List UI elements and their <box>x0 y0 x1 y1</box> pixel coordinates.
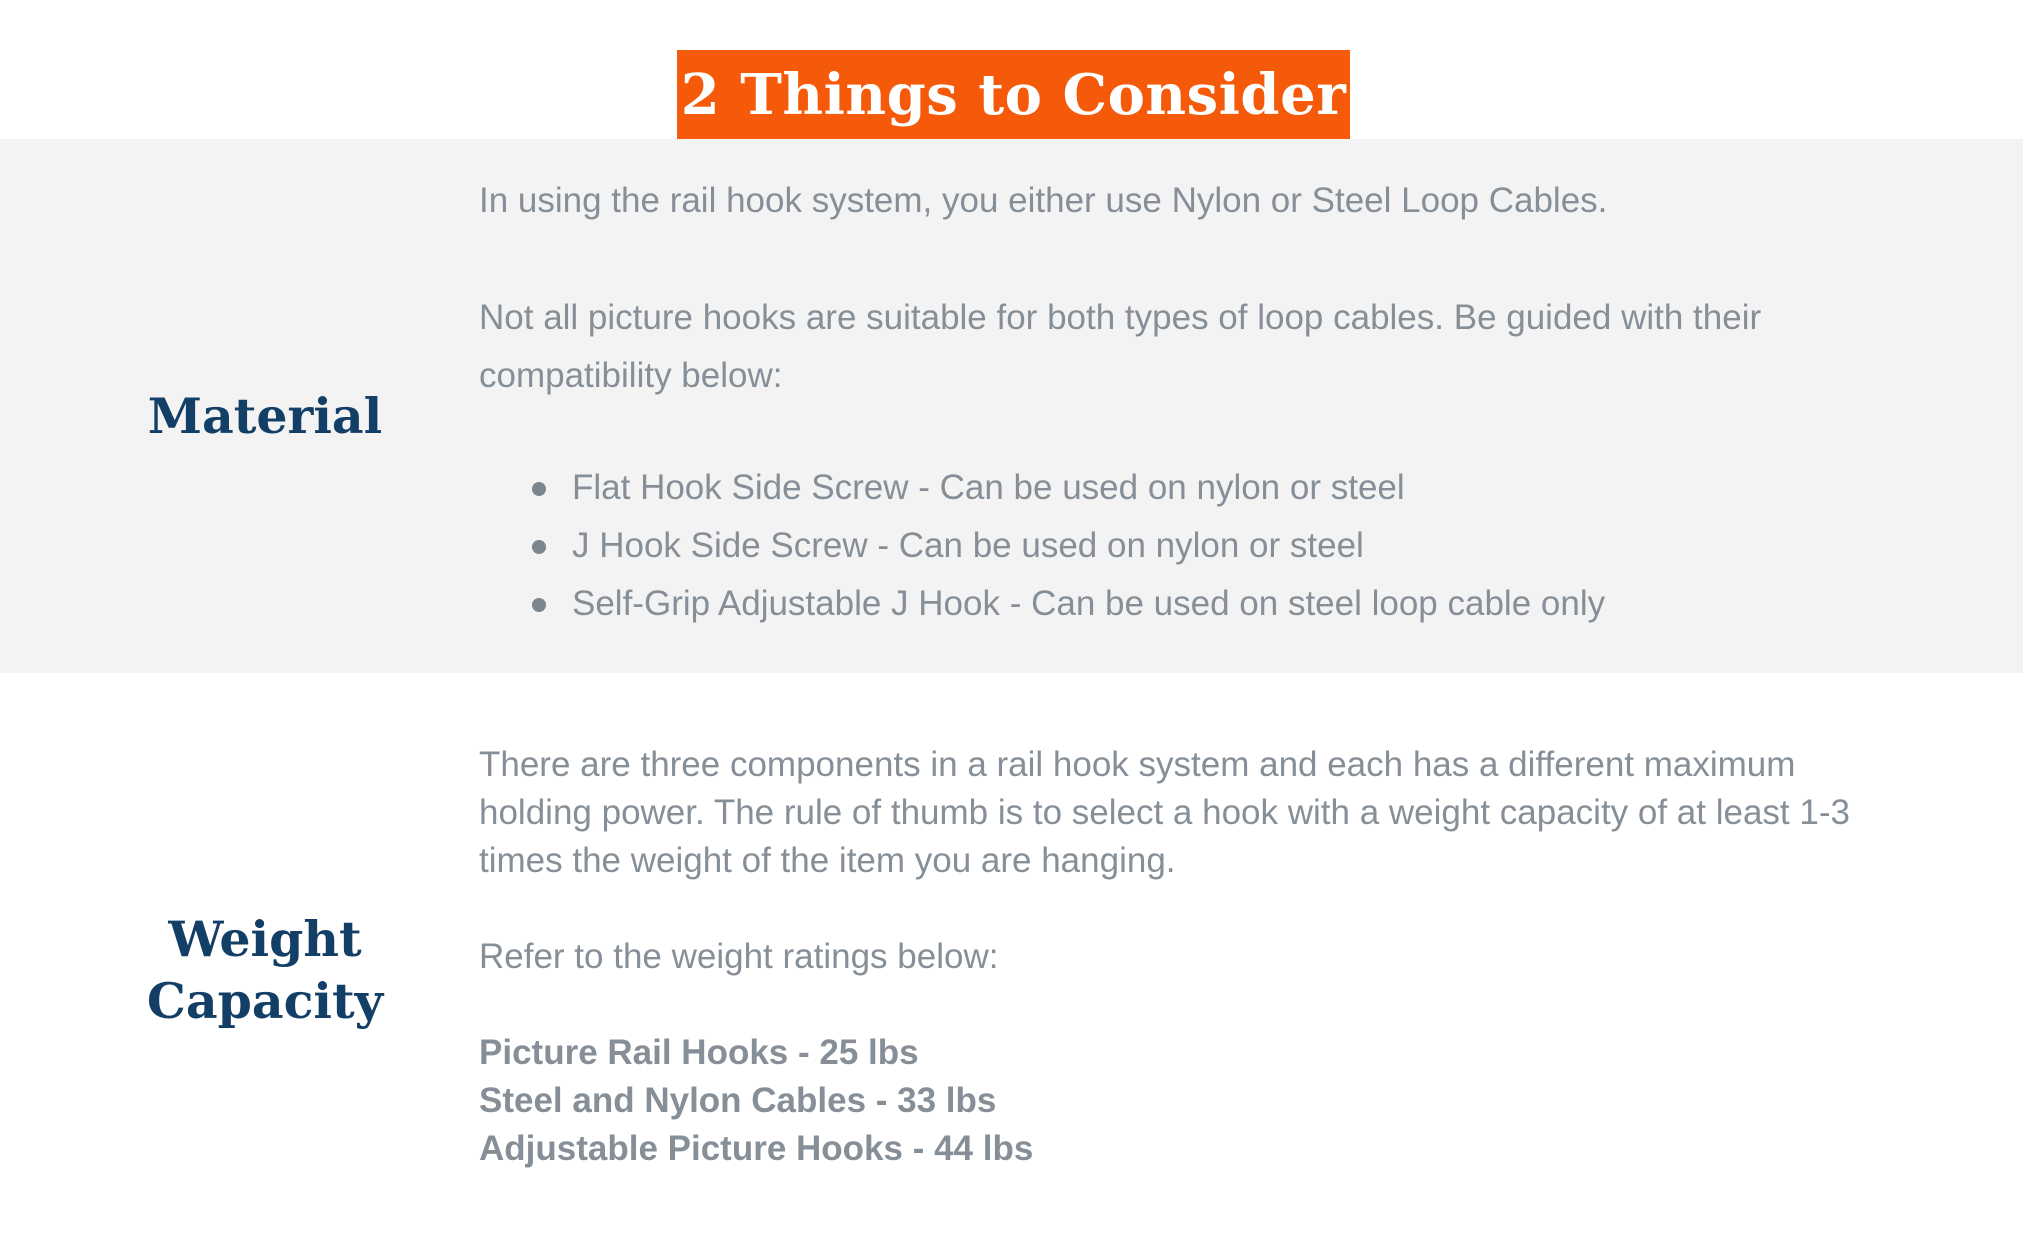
weight-heading-line2: Capacity <box>146 972 384 1030</box>
title-banner <box>677 50 1350 139</box>
weight-intro-text: There are three components in a rail hook system and each has a different maximum holding power. The rule of thumb is to select a hook with a weight capacity of at least 1-3 times the weight of the item you are hanging. <box>479 745 1850 880</box>
bullet-icon <box>532 598 546 612</box>
bullet-icon <box>532 540 546 554</box>
material-intro-text: In using the rail hook system, you either use Nylon or Steel Loop Cables. <box>479 181 1608 220</box>
list-item-text: Self-Grip Adjustable J Hook - Can be used on steel loop cable only <box>572 584 1606 623</box>
weight-capacity-section <box>0 673 2023 1252</box>
material-heading: Material <box>147 387 383 445</box>
list-item <box>532 517 1605 575</box>
material-section <box>0 139 2023 673</box>
compatibility-list <box>532 459 1605 633</box>
list-item-text: J Hook Side Screw - Can be used on nylon or steel <box>572 526 1364 565</box>
list-item-text: Flat Hook Side Screw - Can be used on nylon or steel <box>572 468 1405 507</box>
list-item <box>532 459 1605 517</box>
page-title: 2 Things to Consider <box>680 61 1347 128</box>
weight-rating: Adjustable Picture Hooks - 44 lbs <box>479 1129 1034 1168</box>
list-item <box>532 575 1605 633</box>
weight-heading-line1: Weight <box>168 910 362 968</box>
weight-rating: Picture Rail Hooks - 25 lbs <box>479 1033 919 1072</box>
weight-rating: Steel and Nylon Cables - 33 lbs <box>479 1081 997 1120</box>
weight-ratings-list <box>479 1029 1033 1173</box>
weight-capacity-heading <box>95 908 435 1032</box>
weight-ratings-intro: Refer to the weight ratings below: <box>479 937 999 976</box>
bullet-icon <box>532 482 546 496</box>
material-compatibility-text: Not all picture hooks are suitable for both types of loop cables. Be guided with their compatibility below: <box>479 298 1762 395</box>
